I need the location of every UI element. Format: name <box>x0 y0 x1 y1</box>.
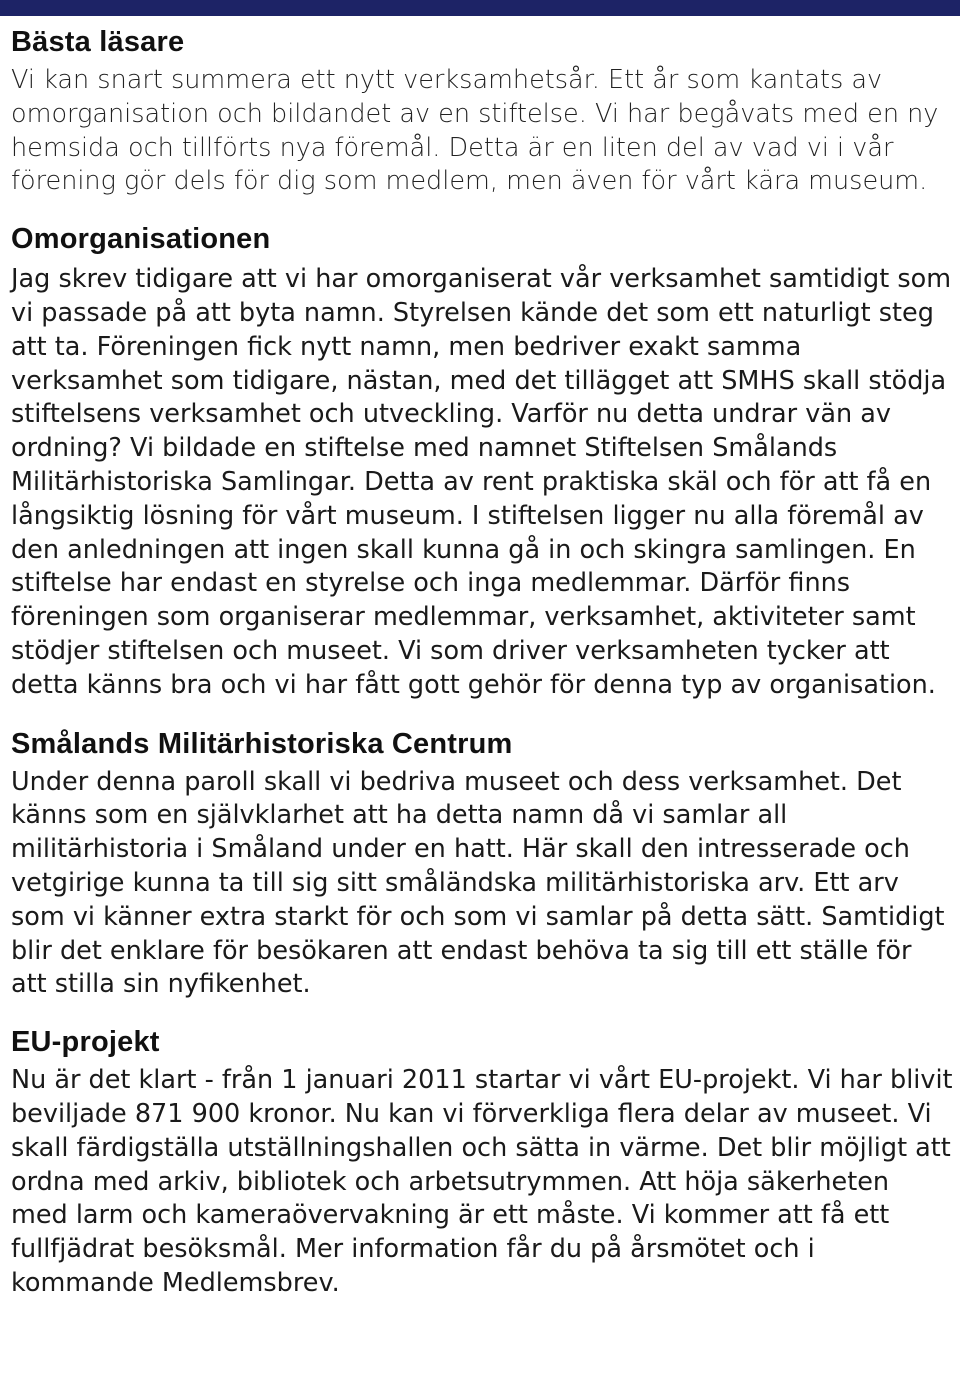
section-body: Vi kan snart summera ett nytt verksamhetsår. Ett år som kantats av omorganisation och bildandet av en stiftelse. Vi har begåvats med en ny hemsida och tillförts nya föremål. Detta är en liten del av vad vi i vår förening gör dels för dig som medlem, men även för vårt kära museum. <box>11 65 939 197</box>
section-smalands-militarhistoriska-centrum <box>11 726 953 1003</box>
section-body: Under denna paroll skall vi bedriva museet och dess verksamhet. Det känns som en självklarhet att ha detta namn då vi samlar all militärhistoria i Småland under en hatt. Här skall den intresserade och vetgirige kunna ta till sig sitt småländska militärhistoriska arv. Ett arv som vi känner extra starkt för och som vi samlar på detta sätt. Samtidigt blir det enklare för besökaren att endast behöva ta sig till ett ställe för att stilla sin nyfikenhet. <box>11 766 945 1000</box>
section-heading: Bästa läsare <box>11 26 185 58</box>
top-color-bar <box>0 0 960 16</box>
section-eu-projekt <box>11 1024 953 1301</box>
section-heading: Smålands Militärhistoriska Centrum <box>11 727 513 760</box>
section-heading: Omorganisationen <box>11 223 271 256</box>
section-omorganisationen <box>11 221 953 702</box>
section-body: Nu är det klart - från 1 januari 2011 startar vi vårt EU-projekt. Vi har blivit beviljade 871 900 kronor. Nu kan vi förverkliga flera delar av museet. Vi skall färdigställa utställningshallen och sätta in värme. Det blir möjligt att ordna med arkiv, bibliotek och arbetsutrymmen. Att höja säkerheten med larm och kameraövervakning är ett måste. Vi kommer att få ett fullfjädrat besöksmål. Mer information får du på årsmötet och i kommande Medlemsbrev. <box>11 1065 953 1298</box>
section-heading: EU-projekt <box>11 1026 160 1059</box>
document-body <box>11 24 953 1301</box>
section-basta-lasare <box>11 24 953 199</box>
section-body: Jag skrev tidigare att vi har omorganiserat vår verksamhet samtidigt som vi passade på att byta namn. Styrelsen kände det som ett naturligt steg att ta. Föreningen fick nytt namn, men bedriver exakt samma verksamhet som tidigare, nästan, med det tillägget att SMHS skall stödja stiftelsens verksamhet och utveckling. Varför nu detta undrar vän av ordning? Vi bildade en stiftelse med namnet Stiftelsen Smålands Militärhistoriska Samlingar. Detta av rent praktiska skäl och för att få en långsiktig lösning för vårt museum. I stiftelsen ligger nu alla föremål av den anledningen att ingen skall kunna gå in och skingra samlingen. En stiftelse har endast en styrelse och inga medlemmar. Därför finns föreningen som organiserar medlemmar, verksamhet, aktiviteter samt stödjer stiftelsen och museet. Vi som driver verksamheten tycker att detta känns bra och vi har fått gott gehör för denna typ av organisation. <box>11 264 952 700</box>
